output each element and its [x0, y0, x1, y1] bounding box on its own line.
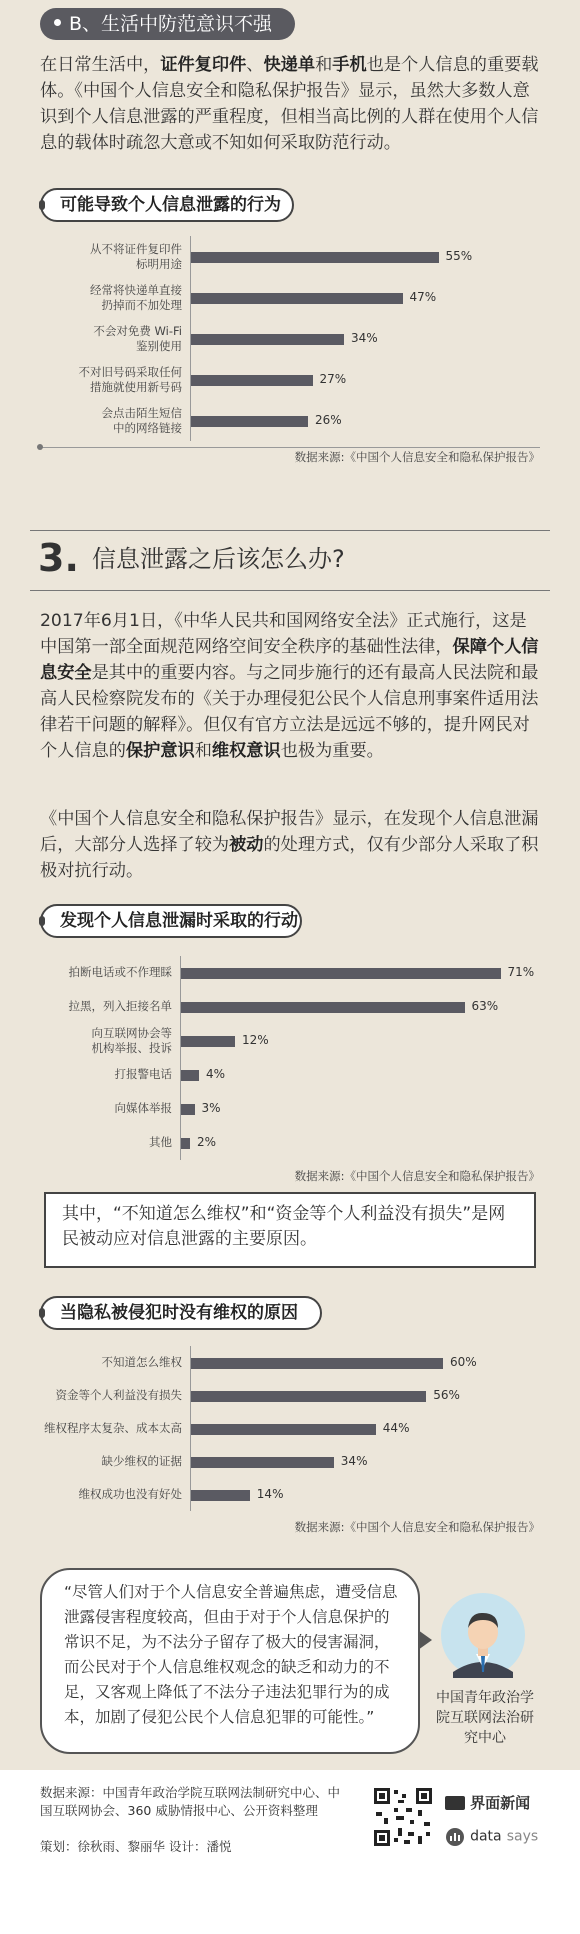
value-label: 56%	[433, 1387, 460, 1402]
value-label: 14%	[256, 1486, 284, 1501]
bar	[181, 1104, 195, 1115]
bar	[191, 293, 403, 304]
note-box	[44, 1192, 536, 1268]
category-label: 会点击陌生短信 中的网络链接	[101, 405, 182, 435]
category-label: 维权程序太复杂、成本太高	[44, 1420, 182, 1435]
bullet-icon	[54, 19, 61, 26]
section-tag-label: B、生活中防范意识不强	[69, 13, 273, 35]
category-label: 拉黑，列入拒接名单	[68, 999, 172, 1013]
bar	[191, 375, 313, 386]
category-label: 向媒体举报	[114, 1101, 172, 1115]
divider	[30, 590, 550, 591]
section-tag	[40, 8, 295, 40]
bar	[181, 1138, 190, 1149]
note-text: 其中，“不知道怎么维权”和“资金等个人利益没有损失”是网民被动应对信息泄露的主要原因。	[62, 1204, 506, 1249]
section3-p1-run: 保护意识	[125, 741, 195, 761]
value-label: 71%	[507, 965, 535, 979]
bar	[191, 1490, 250, 1501]
category-label: 维权成功也没有好处	[78, 1486, 182, 1501]
brand-name-says: says	[506, 1828, 539, 1845]
value-label: 3%	[201, 1101, 221, 1115]
section3-number: 3.	[38, 536, 79, 580]
datasays-logo-icon	[445, 1827, 465, 1847]
category-label: 不知道怎么维权	[101, 1354, 182, 1369]
chart-source: 数据来源:《中国个人信息安全和隐私保护报告》	[294, 1169, 540, 1183]
quote-box	[40, 1568, 420, 1754]
section-b-run: 快递单	[263, 55, 316, 75]
value-label: 2%	[197, 1135, 217, 1149]
section-b-run: 证件复印件	[160, 55, 247, 75]
category-label: 从不将证件复印件 标明用途	[90, 241, 182, 271]
value-label: 63%	[471, 999, 499, 1013]
bar	[191, 1457, 334, 1468]
chart-no-rights-reasons	[40, 1296, 540, 1534]
section3-p1-run: 和	[194, 741, 212, 761]
section-b-run: 手机	[332, 55, 367, 75]
quote-text: “尽管人们对于个人信息安全普遍焦虑，遭受信息泄露侵害程度较高，但由于对于个人信息保护的常识不足，为不法分子留存了极大的侵害漏洞，而公民对于个人信息维权观念的缺乏和动力的不足，又客观上降低了不法分子违法犯罪行为的成本，加剧了侵犯公民个人信息犯罪的可能性。”	[64, 1583, 398, 1726]
value-label: 55%	[445, 248, 473, 263]
section3-paragraph-1	[40, 608, 540, 764]
value-label: 44%	[382, 1420, 410, 1435]
chart-rule	[40, 447, 540, 448]
quote-attribution: 中国青年政治学院互联网法治研究中心	[436, 1690, 534, 1746]
footer-source: 数据来源：中国青年政治学院互联网法制研究中心、中国互联网协会、360 威胁情报中心、公开资料整理	[40, 1785, 341, 1818]
section3-p1-run: 2017年6月1日，《中华人民共和国网络安全法》正式施行，这是中国第一部全面规范网络空间安全秩序的基础性法律，	[40, 611, 527, 657]
value-label: 27%	[319, 371, 347, 386]
chart-actions-after-leak	[40, 904, 540, 1184]
bar	[191, 334, 344, 345]
category-label: 拍断电话或不作理睬	[68, 965, 172, 979]
bar	[181, 968, 501, 979]
bar	[191, 1358, 443, 1369]
chart-rule-dot	[37, 444, 43, 450]
value-label: 34%	[351, 330, 378, 345]
category-label: 缺少维权的证据	[101, 1453, 182, 1468]
bar	[181, 1036, 235, 1047]
chart-title: 发现个人信息泄漏时采取的行动	[40, 904, 302, 938]
category-label: 不对旧号码采取任何 措施就使用新号码	[78, 364, 182, 394]
footer-credits: 策划：徐秋雨、黎丽华 设计：潘悦	[40, 1839, 232, 1854]
section3-heading	[38, 536, 345, 580]
divider	[30, 530, 550, 531]
qr-code[interactable]	[372, 1786, 434, 1848]
value-label: 34%	[340, 1453, 368, 1468]
value-label: 12%	[242, 1033, 269, 1047]
chart-title: 当隐私被侵犯时没有维权的原因	[40, 1296, 322, 1330]
section3-p1-run: 也极为重要。	[280, 741, 384, 761]
category-label: 不会对免费 Wi-Fi 鉴别使用	[93, 323, 182, 353]
chart-source: 数据来源:《中国个人信息安全和隐私保护报告》	[294, 450, 540, 464]
category-label: 其他	[149, 1135, 172, 1149]
section-b-run: 也是个人信息的重要载体。《中国个人信息安全和隐私保护报告》显示，虽然大多数人意识到个人信息泄露的严重程度，但相当高比例的人群在使用个人信息的载体时疏忽大意或不知如何采取防范行动。	[40, 55, 539, 153]
section-b-run: 在日常生活中，	[40, 55, 161, 75]
category-label: 向互联网协会等 机构举报、投诉	[91, 1026, 172, 1055]
value-label: 26%	[315, 412, 342, 427]
category-label: 打报警电话	[114, 1067, 172, 1081]
section3-p2-run: 的处理方式，仅有少部分人采取了积极对抗行动。	[40, 835, 539, 881]
brand-name-data: data	[470, 1828, 502, 1845]
bar	[191, 416, 308, 427]
brand-logo-datasays	[445, 1826, 538, 1847]
section-b-paragraph	[40, 52, 540, 156]
category-label: 资金等个人利益没有损失	[55, 1387, 182, 1402]
value-label: 47%	[409, 289, 437, 304]
section3-p2-run: 《中国个人信息安全和隐私保护报告》显示，在发现个人信息泄漏后，大部分人选择了较为	[40, 809, 539, 855]
category-label: 经常将快递单直接 扔掉而不加处理	[90, 282, 182, 312]
value-label: 4%	[206, 1067, 226, 1081]
section3-p1-run: 是其中的重要内容。与之同步施行的还有最高人民法院和最高人民检察院发布的《关于办理侵犯公民个人信息刑事案件适用法律若干问题的解释》。但仅有官方立法是远远不够的，提升网民对个人信息的	[40, 663, 539, 761]
section3-title: 信息泄露之后该怎么办?	[91, 545, 345, 573]
brand-name-jiemian: 界面新闻	[470, 1794, 531, 1812]
footer	[0, 1770, 580, 1934]
brand-logo-jiemian	[445, 1792, 530, 1816]
bar	[191, 1424, 376, 1435]
bar	[191, 252, 439, 263]
chart-title: 可能导致个人信息泄露的行为	[40, 188, 294, 222]
chart-axis	[180, 956, 181, 1160]
section3-p1-run: 保障个人信息安全	[40, 637, 539, 683]
jiemian-logo-icon	[445, 1796, 465, 1810]
chart-leak-behaviors	[40, 188, 540, 478]
section-b-run: 、	[246, 55, 264, 75]
avatar	[440, 1592, 526, 1678]
section3-p2-run: 被动	[229, 835, 264, 855]
value-label: 60%	[450, 1354, 477, 1369]
section3-p1-run: 维权意识	[211, 741, 281, 761]
quote-pointer	[418, 1630, 432, 1650]
section-b-run: 和	[315, 55, 333, 75]
bar	[181, 1070, 199, 1081]
chart-source: 数据来源:《中国个人信息安全和隐私保护报告》	[294, 1520, 540, 1534]
bar	[191, 1391, 426, 1402]
bar	[181, 1002, 465, 1013]
section3-paragraph-2	[40, 806, 540, 884]
